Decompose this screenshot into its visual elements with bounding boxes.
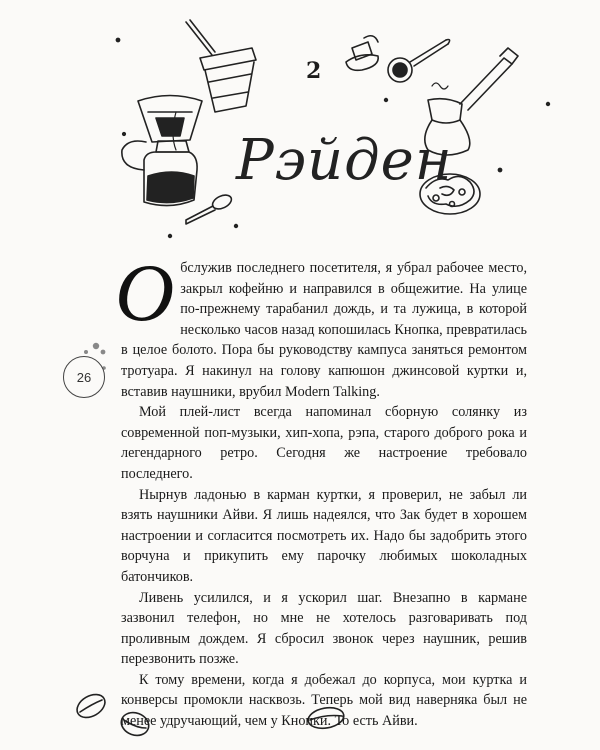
- chapter-body-text: [115, 247, 527, 732]
- page-number: [63, 356, 105, 398]
- paragraph: [115, 247, 527, 402]
- chapter-title: Рэйден: [236, 128, 453, 193]
- drop-cap: О: [115, 247, 175, 338]
- paragraph: Мой плей-лист всегда напоминал сборную солянку из современной поп-музыки, хип-хопа, рэпа, старого доброго рока и легендарного ретро. Сегодня же настроение требовало последнего.: [121, 404, 527, 482]
- page-number-label: 26: [76, 369, 92, 385]
- coffee-cup-icon: [186, 20, 256, 112]
- spoon-icon: [186, 192, 234, 224]
- paragraph: Нырнув ладонью в карман куртки, я проверил, не забыл ли взять наушники Айви. Я лишь надеялся, что Зак будет в хорошем настроении и согласится посмотреть их. Надо бы задобрить этого ворчуна и прикупить ему парочку любимых шоколадных батончиков.: [121, 486, 527, 585]
- pour-over-coffee-maker-icon: [122, 96, 202, 206]
- paragraph-text: бслужив последнего посетителя, я убрал рабочее место, закрыл кофейню и направился в общежитие. На улице по-прежнему тарабанил дождь, и та лужица, в которой несколько часов назад копошилась Кнопка, превратилась в целое болото. Пора бы руководству кампуса заняться ремонтом тротуара. Я накинул на голову капюшон джинсовой куртки и, вставив наушники, врубил Modern Talking.: [121, 260, 527, 400]
- tamper-icon: [346, 36, 378, 71]
- paragraph: Ливень усилился, и я ускорил шаг. Внезапно в кармане зазвонил телефон, но мне не хотелось разговаривать под проливным дождем. Я сбросил звонок через наушник, решив перезвонить позже.: [121, 589, 527, 668]
- portafilter-icon: [388, 40, 450, 83]
- paragraph: К тому времени, когда я добежал до корпуса, мои куртка и конверсы промокли насквозь. Теперь мой вид наверняка был не менее удручающий, чем у Кнопки. То есть Айви.: [121, 671, 527, 730]
- chapter-number: 2: [306, 58, 322, 84]
